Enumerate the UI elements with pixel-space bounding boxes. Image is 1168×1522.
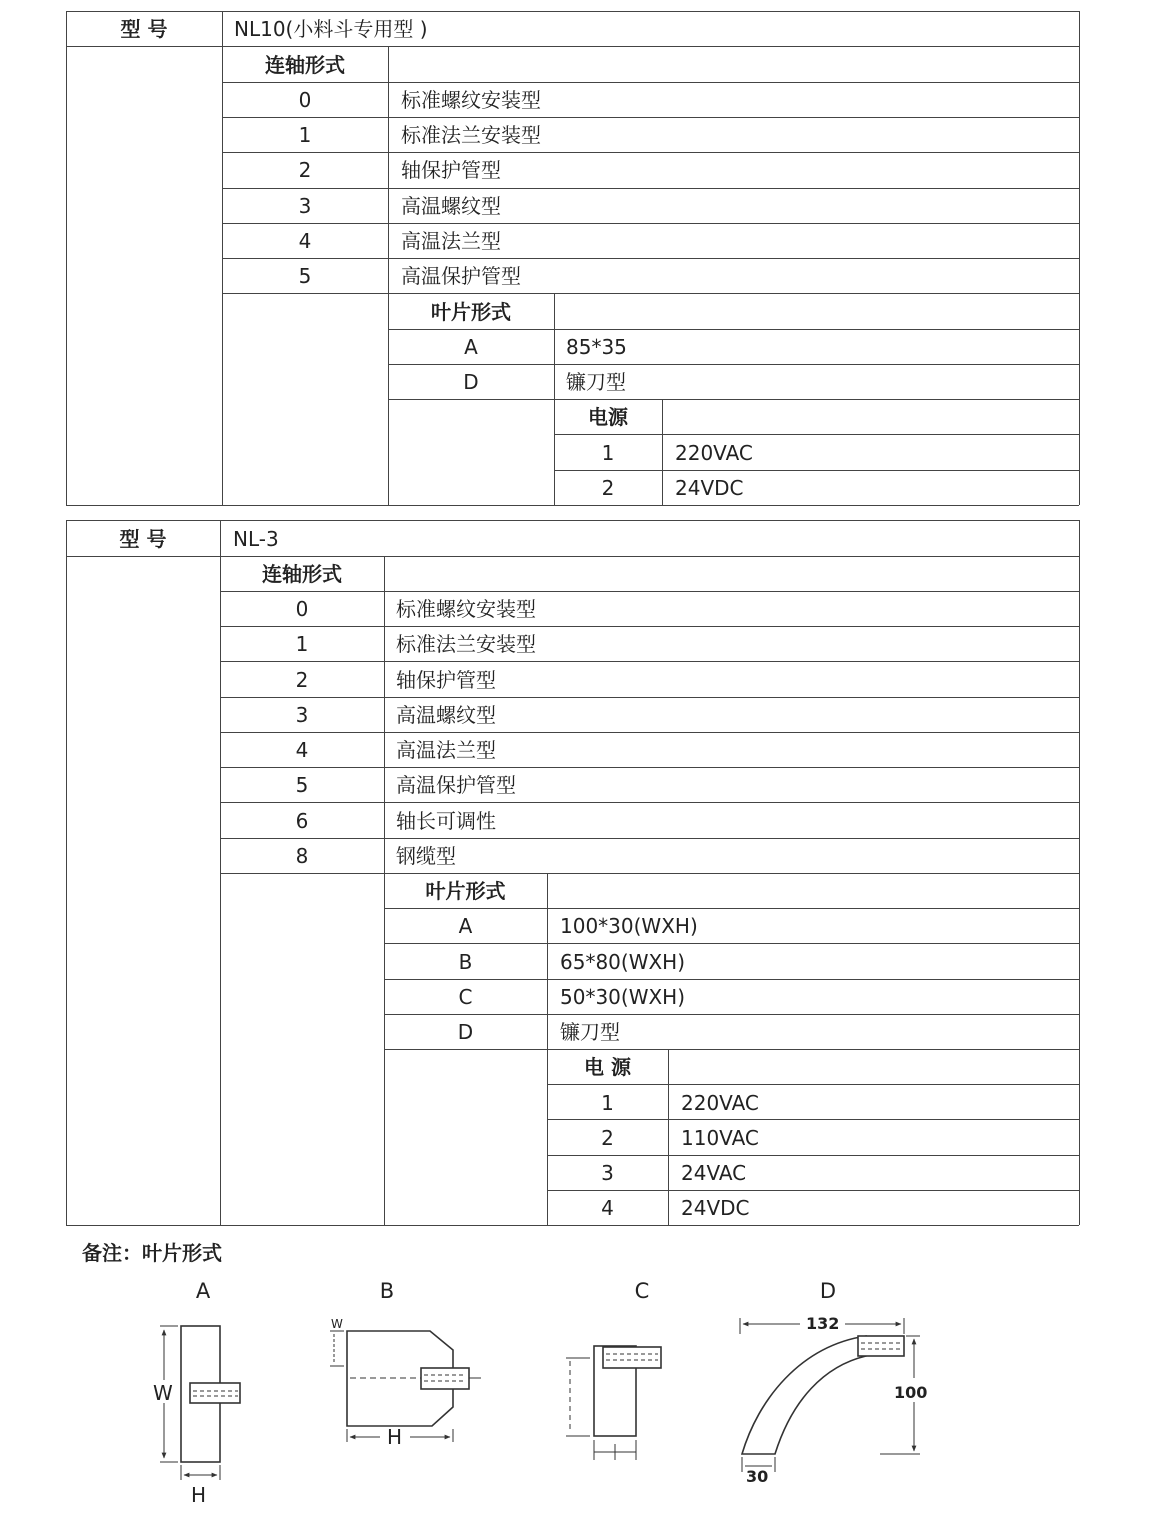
blade-c-diagram <box>566 1346 661 1460</box>
shaft-code: 4 <box>295 738 309 762</box>
blade-code: A <box>458 914 473 938</box>
shaft-code: 1 <box>298 123 312 147</box>
shaft-code: 2 <box>298 158 312 182</box>
blade-name: 镰刀型 <box>566 370 626 394</box>
blade-name: 镰刀型 <box>560 1020 620 1044</box>
shaft-name: 高温螺纹型 <box>401 194 501 218</box>
shaft-name: 标准法兰安装型 <box>401 123 541 147</box>
dim-132: 132 <box>806 1314 840 1333</box>
shaft-code: 3 <box>298 194 312 218</box>
power-name: 24VAC <box>681 1161 747 1185</box>
shaft-code: 3 <box>295 703 309 727</box>
shaft-name: 高温保护管型 <box>401 264 521 288</box>
shaft-name: 高温螺纹型 <box>396 703 496 727</box>
shaft-name: 钢缆型 <box>396 844 456 868</box>
shaft-name: 标准螺纹安装型 <box>396 597 536 621</box>
shaft-name: 标准螺纹安装型 <box>401 88 541 112</box>
power-header: 电源 <box>588 405 628 429</box>
power-name: 24VDC <box>681 1196 750 1220</box>
blade-code: B <box>458 950 473 974</box>
power-name: 110VAC <box>681 1126 759 1150</box>
shaft-name: 高温法兰型 <box>396 738 496 762</box>
blade-name: 65*80(WXH) <box>560 950 686 974</box>
shaft-code: 8 <box>295 844 309 868</box>
shaft-header: 连轴形式 <box>265 53 345 77</box>
blade-code: A <box>464 335 478 359</box>
shaft-code: 0 <box>295 597 309 621</box>
blade-header: 叶片形式 <box>431 300 511 324</box>
shaft-code: 2 <box>295 668 309 692</box>
blade-code: D <box>463 370 479 394</box>
blade-d-diagram <box>740 1318 920 1472</box>
shaft-code: 4 <box>298 229 312 253</box>
blade-code: C <box>458 985 473 1009</box>
shaft-code: 6 <box>295 809 309 833</box>
blade-name: 85*35 <box>566 335 627 359</box>
power-code: 2 <box>601 1126 614 1150</box>
model-value: NL10(小料斗专用型 ) <box>234 17 428 41</box>
diagram-d-label: D <box>819 1279 837 1303</box>
shaft-name: 高温保护管型 <box>396 773 516 797</box>
dim-30: 30 <box>746 1467 769 1486</box>
note-label: 备注：叶片形式 <box>82 1241 222 1265</box>
dim-h: H <box>387 1425 403 1449</box>
blade-name: 50*30(WXH) <box>560 985 686 1009</box>
dim-w: W <box>331 1317 343 1331</box>
dim-w: W <box>153 1381 173 1405</box>
shaft-code: 1 <box>295 632 309 656</box>
power-name: 220VAC <box>681 1091 759 1115</box>
power-code: 1 <box>601 441 615 465</box>
power-header: 电 源 <box>584 1055 631 1079</box>
shaft-code: 5 <box>295 773 309 797</box>
model-value: NL-3 <box>233 527 279 551</box>
diagram-b-label: B <box>379 1279 395 1303</box>
dim-h: H <box>191 1483 207 1507</box>
power-code: 4 <box>601 1196 614 1220</box>
shaft-header: 连轴形式 <box>262 562 342 586</box>
blade-code: D <box>457 1020 474 1044</box>
model-label: 型 号 <box>119 527 167 551</box>
shaft-code: 0 <box>298 88 312 112</box>
power-code: 3 <box>601 1161 614 1185</box>
blade-header: 叶片形式 <box>425 879 506 903</box>
shaft-code: 5 <box>298 264 312 288</box>
shaft-name: 轴保护管型 <box>401 158 501 182</box>
diagram-c-label: C <box>634 1279 650 1303</box>
power-name: 24VDC <box>675 476 744 500</box>
shaft-name: 高温法兰型 <box>401 229 501 253</box>
shaft-name: 标准法兰安装型 <box>396 632 536 656</box>
blade-b-diagram <box>330 1331 481 1442</box>
diagram-a-label: A <box>195 1279 211 1303</box>
power-name: 220VAC <box>675 441 753 465</box>
dim-100: 100 <box>894 1383 928 1402</box>
model-label: 型 号 <box>120 17 168 41</box>
shaft-name: 轴长可调性 <box>396 809 496 833</box>
shaft-name: 轴保护管型 <box>396 668 496 692</box>
power-code: 2 <box>601 476 615 500</box>
power-code: 1 <box>601 1091 614 1115</box>
blade-name: 100*30(WXH) <box>560 914 698 938</box>
